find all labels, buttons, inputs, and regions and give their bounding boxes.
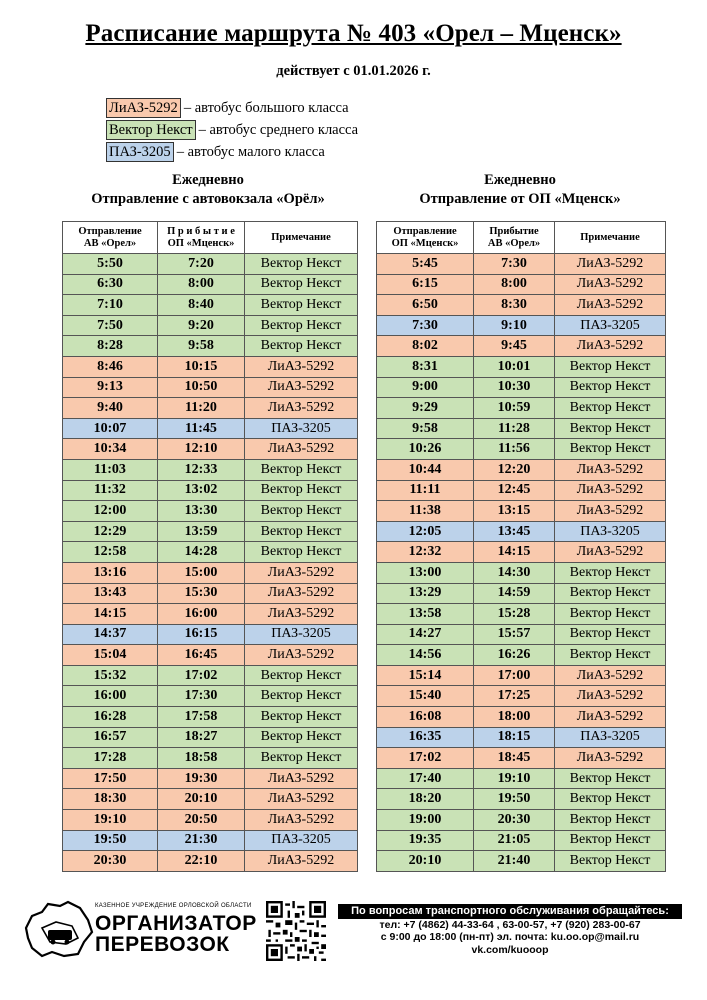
- bus-model-note: ЛиАЗ-5292: [555, 336, 666, 357]
- bus-model-note: Вектор Некст: [555, 398, 666, 419]
- arrival-time: 7:20: [158, 254, 245, 275]
- table-row: [63, 254, 358, 275]
- arrival-time: 19:30: [158, 768, 245, 789]
- col-arrival-line2: АВ «Орел»: [487, 237, 541, 249]
- bus-model-note: Вектор Некст: [245, 459, 358, 480]
- table-row: [63, 356, 358, 377]
- bus-model-note: ЛиАЗ-5292: [245, 810, 358, 831]
- table-row: [63, 748, 358, 769]
- table-row: [377, 727, 666, 748]
- bus-model-note: ЛиАЗ-5292: [555, 542, 666, 563]
- departure-time: 10:44: [377, 459, 474, 480]
- departure-time: 17:50: [63, 768, 158, 789]
- arrival-time: 13:45: [474, 521, 555, 542]
- bus-model-note: ЛиАЗ-5292: [245, 789, 358, 810]
- arrival-time: 7:30: [474, 254, 555, 275]
- arrival-time: 13:02: [158, 480, 245, 501]
- left-heading-line1: Ежедневно: [172, 172, 244, 188]
- table-row: [63, 336, 358, 357]
- valid-from: действует с 01.01.2026 г.: [276, 63, 431, 79]
- departure-time: 15:14: [377, 665, 474, 686]
- bus-model-note: Вектор Некст: [245, 274, 358, 295]
- right-section-heading: [370, 171, 670, 209]
- bus-model-note: ПАЗ-3205: [555, 727, 666, 748]
- col-departure-line1: Отправление: [78, 225, 142, 237]
- departure-time: 14:27: [377, 624, 474, 645]
- departure-time: 10:34: [63, 439, 158, 460]
- departure-time: 13:58: [377, 604, 474, 625]
- contact-phones: тел: +7 (4862) 44-33-64 , 63-00-57, +7 (920) 283-00-67: [379, 918, 641, 931]
- bus-model-note: Вектор Некст: [245, 501, 358, 522]
- arrival-time: 14:30: [474, 562, 555, 583]
- table-row: [377, 480, 666, 501]
- departure-time: 12:32: [377, 542, 474, 563]
- table-row: [377, 542, 666, 563]
- right-heading-line1: Ежедневно: [484, 172, 556, 188]
- departure-time: 7:50: [63, 315, 158, 336]
- departure-time: 16:35: [377, 727, 474, 748]
- table-row: [63, 830, 358, 851]
- table-row: [377, 418, 666, 439]
- departure-time: 8:46: [63, 356, 158, 377]
- table-row: [63, 398, 358, 419]
- bus-model-note: Вектор Некст: [555, 645, 666, 666]
- bus-model-note: ЛиАЗ-5292: [245, 398, 358, 419]
- arrival-time: 18:00: [474, 707, 555, 728]
- page-title: Расписание маршрута № 403 «Орел – Мценск»: [85, 20, 622, 47]
- bus-model-note: Вектор Некст: [245, 542, 358, 563]
- bus-model-note: ЛиАЗ-5292: [555, 274, 666, 295]
- table-row: [377, 707, 666, 728]
- bus-model-note: Вектор Некст: [555, 377, 666, 398]
- table-row: [377, 356, 666, 377]
- departure-time: 16:28: [63, 707, 158, 728]
- org-name-line1: ОРГАНИЗАТОР: [95, 912, 257, 935]
- bus-model-note: ПАЗ-3205: [245, 830, 358, 851]
- departure-time: 13:43: [63, 583, 158, 604]
- arrival-time: 15:30: [158, 583, 245, 604]
- table-row: [377, 459, 666, 480]
- arrival-time: 11:56: [474, 439, 555, 460]
- departure-time: 14:15: [63, 604, 158, 625]
- bus-model-note: ЛиАЗ-5292: [555, 480, 666, 501]
- bus-model-note: Вектор Некст: [555, 830, 666, 851]
- table-row: [377, 562, 666, 583]
- arrival-time: 10:50: [158, 377, 245, 398]
- arrival-time: 15:00: [158, 562, 245, 583]
- legend-desc-liaz: – автобус большого класса: [183, 100, 349, 116]
- table-row: [377, 295, 666, 316]
- table-row: [63, 439, 358, 460]
- table-row: [377, 583, 666, 604]
- table-row: [63, 645, 358, 666]
- bus-model-note: Вектор Некст: [555, 624, 666, 645]
- bus-model-note: ЛиАЗ-5292: [245, 583, 358, 604]
- departure-time: 16:08: [377, 707, 474, 728]
- arrival-time: 13:30: [158, 501, 245, 522]
- arrival-time: 20:30: [474, 810, 555, 831]
- departure-time: 16:57: [63, 727, 158, 748]
- departure-time: 17:28: [63, 748, 158, 769]
- departure-time: 12:58: [63, 542, 158, 563]
- bus-model-note: Вектор Некст: [555, 562, 666, 583]
- arrival-time: 14:28: [158, 542, 245, 563]
- departure-time: 11:32: [63, 480, 158, 501]
- table-row: [63, 727, 358, 748]
- legend-desc-vektor: – автобус среднего класса: [198, 122, 359, 138]
- table-row: [377, 789, 666, 810]
- departure-time: 9:13: [63, 377, 158, 398]
- col-note-header: Примечание: [555, 222, 666, 254]
- bus-model-note: ЛиАЗ-5292: [555, 254, 666, 275]
- arrival-time: 16:26: [474, 645, 555, 666]
- col-arrival-line2: ОП «Мценск»: [167, 237, 235, 249]
- departure-time: 5:50: [63, 254, 158, 275]
- col-departure-line2: ОП «Мценск»: [391, 237, 459, 249]
- departure-time: 17:02: [377, 748, 474, 769]
- table-row: [63, 707, 358, 728]
- bus-model-note: Вектор Некст: [245, 521, 358, 542]
- bus-model-note: Вектор Некст: [245, 686, 358, 707]
- departure-time: 12:05: [377, 521, 474, 542]
- bus-model-note: Вектор Некст: [245, 480, 358, 501]
- bus-model-note: ЛиАЗ-5292: [245, 356, 358, 377]
- arrival-time: 12:33: [158, 459, 245, 480]
- bus-model-note: ЛиАЗ-5292: [245, 851, 358, 872]
- bus-model-note: Вектор Некст: [555, 789, 666, 810]
- departure-time: 15:40: [377, 686, 474, 707]
- table-row: [377, 336, 666, 357]
- qr-code-icon[interactable]: [266, 901, 326, 961]
- bus-model-note: Вектор Некст: [245, 665, 358, 686]
- bus-model-note: Вектор Некст: [555, 768, 666, 789]
- bus-model-note: Вектор Некст: [245, 727, 358, 748]
- bus-model-note: Вектор Некст: [245, 254, 358, 275]
- departure-time: 17:40: [377, 768, 474, 789]
- departure-time: 14:56: [377, 645, 474, 666]
- bus-model-note: Вектор Некст: [555, 810, 666, 831]
- arrival-time: 18:45: [474, 748, 555, 769]
- arrival-time: 19:50: [474, 789, 555, 810]
- arrival-time: 10:59: [474, 398, 555, 419]
- contact-info: [338, 904, 682, 956]
- departure-time: 11:38: [377, 501, 474, 522]
- bus-model-note: Вектор Некст: [245, 315, 358, 336]
- departure-time: 6:15: [377, 274, 474, 295]
- departure-time: 13:29: [377, 583, 474, 604]
- table-row: [63, 851, 358, 872]
- bus-model-note: Вектор Некст: [555, 851, 666, 872]
- org-name-line2: ПЕРЕВОЗОК: [95, 933, 230, 956]
- departure-time: 19:35: [377, 830, 474, 851]
- arrival-time: 13:59: [158, 521, 245, 542]
- table-row: [377, 274, 666, 295]
- bus-model-note: Вектор Некст: [555, 439, 666, 460]
- bus-model-note: Вектор Некст: [555, 418, 666, 439]
- bus-model-note: ПАЗ-3205: [245, 624, 358, 645]
- arrival-time: 22:10: [158, 851, 245, 872]
- arrival-time: 21:40: [474, 851, 555, 872]
- arrival-time: 12:10: [158, 439, 245, 460]
- arrival-time: 10:30: [474, 377, 555, 398]
- bus-model-note: Вектор Некст: [555, 604, 666, 625]
- table-row: [63, 789, 358, 810]
- arrival-time: 17:02: [158, 665, 245, 686]
- col-arrival-line1: П р и б ы т и е: [167, 225, 235, 237]
- bus-model-note: ЛиАЗ-5292: [555, 748, 666, 769]
- arrival-time: 16:00: [158, 604, 245, 625]
- table-row: [377, 624, 666, 645]
- table-row: [377, 748, 666, 769]
- bus-model-note: ЛиАЗ-5292: [245, 377, 358, 398]
- arrival-time: 12:20: [474, 459, 555, 480]
- table-row: [377, 686, 666, 707]
- table-row: [377, 768, 666, 789]
- col-note-header: Примечание: [245, 222, 358, 254]
- arrival-time: 17:00: [474, 665, 555, 686]
- col-departure-header: [63, 222, 158, 254]
- table-row: [377, 810, 666, 831]
- bus-model-note: ЛиАЗ-5292: [245, 645, 358, 666]
- contact-vk-link[interactable]: vk.com/kuooop: [471, 943, 549, 956]
- departure-time: 5:45: [377, 254, 474, 275]
- arrival-time: 17:30: [158, 686, 245, 707]
- table-row: [377, 645, 666, 666]
- bus-model-note: Вектор Некст: [245, 336, 358, 357]
- table-header-row: [63, 222, 358, 254]
- departure-time: 16:00: [63, 686, 158, 707]
- departure-time: 9:29: [377, 398, 474, 419]
- table-row: [377, 501, 666, 522]
- departure-time: 6:30: [63, 274, 158, 295]
- arrival-time: 20:50: [158, 810, 245, 831]
- bus-model-note: ЛиАЗ-5292: [245, 768, 358, 789]
- arrival-time: 20:10: [158, 789, 245, 810]
- bus-model-note: ЛиАЗ-5292: [555, 295, 666, 316]
- org-name: [95, 913, 257, 955]
- table-row: [63, 501, 358, 522]
- arrival-time: 16:45: [158, 645, 245, 666]
- legend-badge-vektor: Вектор Некст: [106, 120, 196, 140]
- departure-time: 7:30: [377, 315, 474, 336]
- departure-time: 20:30: [63, 851, 158, 872]
- table-row: [377, 830, 666, 851]
- bus-model-note: ПАЗ-3205: [245, 418, 358, 439]
- departure-time: 8:02: [377, 336, 474, 357]
- arrival-time: 18:27: [158, 727, 245, 748]
- arrival-time: 13:15: [474, 501, 555, 522]
- table-row: [63, 810, 358, 831]
- bus-model-note: Вектор Некст: [245, 748, 358, 769]
- table-row: [63, 377, 358, 398]
- arrival-time: 9:45: [474, 336, 555, 357]
- timetable-rows-right: [377, 254, 666, 872]
- arrival-time: 8:30: [474, 295, 555, 316]
- departure-time: 14:37: [63, 624, 158, 645]
- table-row: [377, 521, 666, 542]
- right-heading-line2: Отправление от ОП «Мценск»: [419, 191, 621, 207]
- departure-time: 18:20: [377, 789, 474, 810]
- bus-model-note: ЛиАЗ-5292: [245, 604, 358, 625]
- departure-time: 19:10: [63, 810, 158, 831]
- timetable-rows-left: [63, 254, 358, 872]
- arrival-time: 10:15: [158, 356, 245, 377]
- table-row: [63, 315, 358, 336]
- departure-time: 7:10: [63, 295, 158, 316]
- legend-badge-liaz: ЛиАЗ-5292: [106, 98, 181, 118]
- arrival-time: 11:45: [158, 418, 245, 439]
- table-row: [377, 604, 666, 625]
- departure-time: 10:26: [377, 439, 474, 460]
- arrival-time: 19:10: [474, 768, 555, 789]
- bus-model-note: Вектор Некст: [555, 356, 666, 377]
- departure-time: 13:16: [63, 562, 158, 583]
- arrival-time: 18:58: [158, 748, 245, 769]
- departure-time: 6:50: [377, 295, 474, 316]
- col-departure-line1: Отправление: [393, 225, 457, 237]
- arrival-time: 21:30: [158, 830, 245, 851]
- legend-row-vektor: [106, 119, 358, 141]
- arrival-time: 12:45: [474, 480, 555, 501]
- table-row: [377, 315, 666, 336]
- col-departure-header: [377, 222, 474, 254]
- table-row: [377, 254, 666, 275]
- departure-time: 18:30: [63, 789, 158, 810]
- arrival-time: 15:28: [474, 604, 555, 625]
- arrival-time: 8:00: [474, 274, 555, 295]
- bus-model-note: ЛиАЗ-5292: [555, 665, 666, 686]
- table-row: [63, 459, 358, 480]
- bus-model-note: ЛиАЗ-5292: [245, 439, 358, 460]
- departure-time: 12:29: [63, 521, 158, 542]
- legend-row-liaz: [106, 97, 358, 119]
- departure-time: 9:40: [63, 398, 158, 419]
- table-row: [377, 851, 666, 872]
- bus-model-note: Вектор Некст: [245, 295, 358, 316]
- left-heading-line2: Отправление с автовокзала «Орёл»: [91, 191, 325, 207]
- org-subtitle: КАЗЕННОЕ УЧРЕЖДЕНИЕ ОРЛОВСКОЙ ОБЛАСТИ: [95, 903, 252, 909]
- bus-model-note: ЛиАЗ-5292: [555, 686, 666, 707]
- bus-model-note: Вектор Некст: [555, 583, 666, 604]
- table-row: [63, 686, 358, 707]
- arrival-time: 9:58: [158, 336, 245, 357]
- legend-badge-paz: ПАЗ-3205: [106, 142, 174, 162]
- arrival-time: 17:25: [474, 686, 555, 707]
- departure-time: 10:07: [63, 418, 158, 439]
- col-arrival-header: [474, 222, 555, 254]
- left-section-heading: [58, 171, 358, 209]
- arrival-time: 9:20: [158, 315, 245, 336]
- departure-time: 19:00: [377, 810, 474, 831]
- arrival-time: 8:40: [158, 295, 245, 316]
- arrival-time: 18:15: [474, 727, 555, 748]
- arrival-time: 11:28: [474, 418, 555, 439]
- departure-time: 19:50: [63, 830, 158, 851]
- bus-model-note: ПАЗ-3205: [555, 315, 666, 336]
- table-row: [63, 274, 358, 295]
- legend: [106, 97, 358, 163]
- table-row: [377, 377, 666, 398]
- arrival-time: 21:05: [474, 830, 555, 851]
- col-arrival-header: [158, 222, 245, 254]
- table-row: [63, 768, 358, 789]
- legend-desc-paz: – автобус малого класса: [176, 144, 325, 160]
- table-row: [377, 398, 666, 419]
- bus-model-note: Вектор Некст: [245, 707, 358, 728]
- bus-model-note: ЛиАЗ-5292: [555, 501, 666, 522]
- departure-time: 8:28: [63, 336, 158, 357]
- col-arrival-line1: Прибытие: [489, 225, 539, 237]
- departure-time: 9:58: [377, 418, 474, 439]
- arrival-time: 14:59: [474, 583, 555, 604]
- bus-model-note: ЛиАЗ-5292: [555, 707, 666, 728]
- departure-time: 11:11: [377, 480, 474, 501]
- table-row: [63, 665, 358, 686]
- departure-time: 11:03: [63, 459, 158, 480]
- departure-time: 13:00: [377, 562, 474, 583]
- contact-hours-email: с 9:00 до 18:00 (пн-пт) эл. почта: ku.oo.op@mail.ru: [380, 931, 640, 943]
- timetable-from-orel: [62, 221, 358, 872]
- departure-time: 8:31: [377, 356, 474, 377]
- table-row: [377, 439, 666, 460]
- col-departure-line2: АВ «Орел»: [83, 237, 137, 249]
- table-row: [63, 480, 358, 501]
- arrival-time: 16:15: [158, 624, 245, 645]
- arrival-time: 10:01: [474, 356, 555, 377]
- legend-row-paz: [106, 141, 358, 163]
- table-row: [377, 665, 666, 686]
- bus-model-note: ПАЗ-3205: [555, 521, 666, 542]
- table-row: [63, 604, 358, 625]
- departure-time: 15:32: [63, 665, 158, 686]
- arrival-time: 11:20: [158, 398, 245, 419]
- table-row: [63, 295, 358, 316]
- bus-model-note: ЛиАЗ-5292: [245, 562, 358, 583]
- table-row: [63, 542, 358, 563]
- contact-heading: По вопросам транспортного обслуживания обращайтесь:: [338, 904, 682, 919]
- departure-time: 9:00: [377, 377, 474, 398]
- table-row: [63, 583, 358, 604]
- departure-time: 15:04: [63, 645, 158, 666]
- arrival-time: 14:15: [474, 542, 555, 563]
- table-row: [63, 562, 358, 583]
- timetable-from-mtsensk: [376, 221, 666, 872]
- bus-model-note: ЛиАЗ-5292: [555, 459, 666, 480]
- arrival-time: 8:00: [158, 274, 245, 295]
- table-row: [63, 624, 358, 645]
- arrival-time: 15:57: [474, 624, 555, 645]
- table-row: [63, 521, 358, 542]
- departure-time: 12:00: [63, 501, 158, 522]
- departure-time: 20:10: [377, 851, 474, 872]
- table-header-row: [377, 222, 666, 254]
- table-row: [63, 418, 358, 439]
- arrival-time: 9:10: [474, 315, 555, 336]
- arrival-time: 17:58: [158, 707, 245, 728]
